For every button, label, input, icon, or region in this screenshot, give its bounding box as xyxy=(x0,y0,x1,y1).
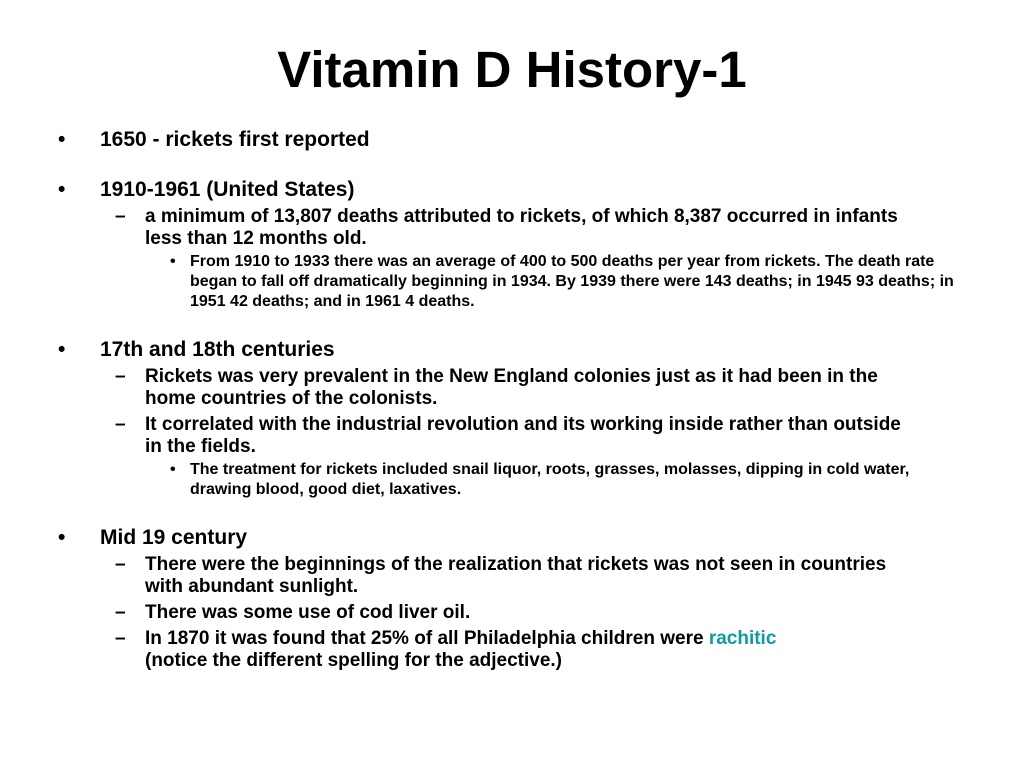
slide-title: Vitamin D History-1 xyxy=(277,41,747,98)
sub-bullet-philadelphia xyxy=(100,628,910,672)
dash-marker: – xyxy=(115,554,126,575)
bullet-marker: • xyxy=(58,526,66,549)
dash-marker: – xyxy=(115,206,126,227)
bullet-text: 1910-1961 (United States) xyxy=(100,178,355,201)
sub-bullet-deaths-minimum xyxy=(100,206,910,250)
dash-marker: – xyxy=(115,366,126,387)
dash-marker: – xyxy=(115,414,126,435)
sub-sub-bullet-treatment xyxy=(145,460,970,500)
sub-sub-bullet-death-rate xyxy=(145,252,970,312)
bullet-1650 xyxy=(58,128,988,152)
bullet-marker: • xyxy=(58,128,66,151)
bullet-marker: • xyxy=(170,461,176,478)
bullet-1910-1961 xyxy=(58,178,988,202)
sub-sub-bullet-text: From 1910 to 1933 there was an average of 400 to 500 deaths per year from rickets. The death rate began to fall off dramatically beginning in 1934. By 1939 there were 143 deaths; in 1945 93 deaths; in 1951 42 deaths; and in 1961 4 deaths. xyxy=(190,253,954,310)
sub-bullet-text-pre: In 1870 it was found that 25% of all Philadelphia children were xyxy=(145,628,709,649)
bullet-marker: • xyxy=(58,338,66,361)
sub-bullet-text: There were the beginnings of the realization that rickets was not seen in countries with abundant sunlight. xyxy=(145,554,887,597)
rachitic-highlight: rachitic xyxy=(708,628,777,649)
bullet-mid-19-century xyxy=(58,526,988,550)
bullet-text: 1650 - rickets first reported xyxy=(100,128,370,151)
bullet-text: 17th and 18th centuries xyxy=(100,338,335,361)
sub-bullet-text: a minimum of 13,807 deaths attributed to rickets, of which 8,387 occurred in infants less than 12 months old. xyxy=(145,206,898,249)
bullet-marker: • xyxy=(170,253,176,270)
sub-bullet-text: It correlated with the industrial revolution and its working inside rather than outside in the fields. xyxy=(145,414,901,457)
sub-bullet-text: There was some use of cod liver oil. xyxy=(145,602,471,623)
sub-bullet-industrial-revolution xyxy=(100,414,910,458)
dash-marker: – xyxy=(115,602,126,623)
bullet-17th-18th-centuries xyxy=(58,338,988,362)
sub-sub-bullet-text: The treatment for rickets included snail liquor, roots, grasses, molasses, dipping in cold water, drawing blood, good diet, laxatives. xyxy=(190,461,910,498)
sub-bullet-new-england xyxy=(100,366,910,410)
sub-bullet-cod-liver-oil xyxy=(100,602,910,624)
dash-marker: – xyxy=(115,628,126,649)
sub-bullet-sunlight xyxy=(100,554,910,598)
bullet-marker: • xyxy=(58,178,66,201)
slide-body xyxy=(58,128,988,672)
sub-bullet-text: Rickets was very prevalent in the New England colonies just as it had been in the home countries of the colonists. xyxy=(145,366,878,409)
bullet-text: Mid 19 century xyxy=(100,526,248,549)
sub-bullet-text-post: (notice the different spelling for the adjective.) xyxy=(145,650,562,671)
